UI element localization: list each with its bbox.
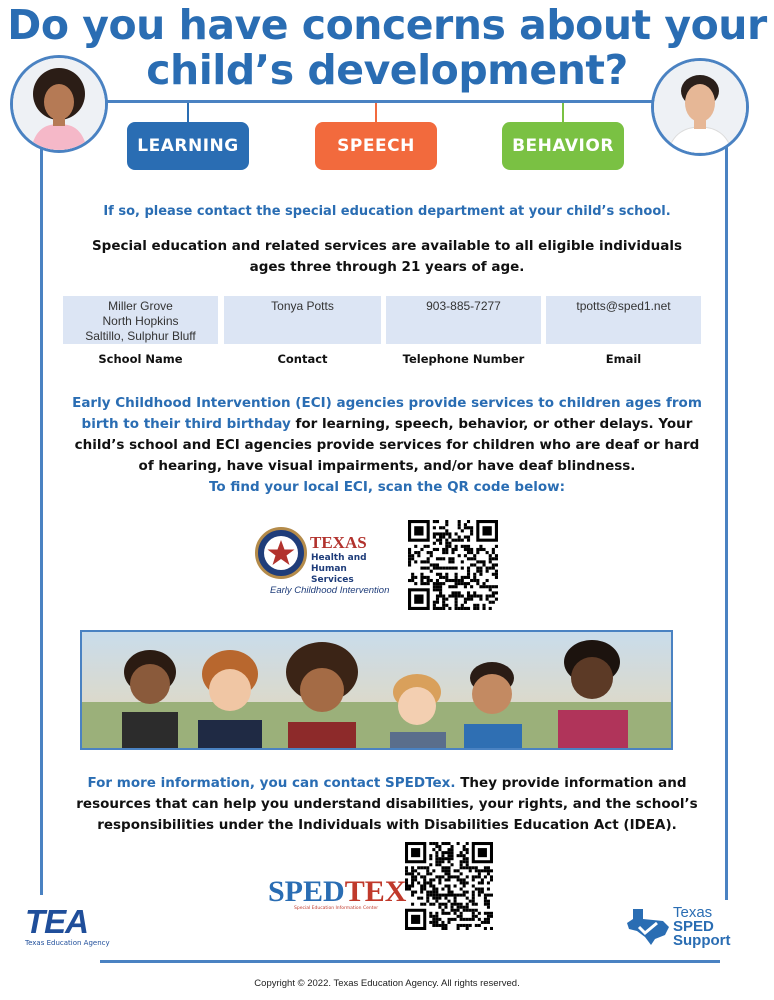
school-name-line: Saltillo, Sulphur Bluff	[85, 329, 196, 343]
frame-left-border	[40, 125, 43, 895]
speech-tag: SPEECH	[315, 122, 437, 170]
texas-state-icon	[625, 907, 671, 947]
child-portrait-left	[10, 55, 108, 153]
children-group-photo	[80, 630, 673, 750]
spedtex-wordmark	[268, 875, 406, 909]
eci-body: for learning, speech, behavior, or other delays. Your child’s school and ECI agencies provide services for children who are deaf or hard of hearing, have visual impairments, and/or have deaf blindness.	[74, 416, 700, 474]
behavior-connector	[562, 103, 564, 123]
sped-support-logo	[625, 905, 755, 955]
hhs-program: Early Childhood Intervention	[270, 585, 390, 596]
school-name-line: Miller Grove	[108, 299, 173, 313]
frame-top-border	[48, 100, 726, 103]
more-info-highlight: For more information, you can contact SPEDTex.	[87, 775, 456, 791]
tea-subtitle: Texas Education Agency	[25, 939, 110, 947]
hhs-logo	[255, 525, 400, 600]
child-portrait-icon	[13, 58, 105, 150]
contact-field[interactable]: Tonya Potts	[224, 296, 381, 344]
spedtex-logo	[268, 875, 406, 909]
hhs-seal-icon	[255, 527, 307, 579]
sped-support-line3: Support	[673, 932, 731, 949]
copyright-text: Copyright © 2022. Texas Education Agency. All rights reserved.	[254, 978, 520, 989]
qr-code-spedtex-icon	[405, 842, 493, 930]
adult-portrait-icon	[654, 61, 746, 153]
children-photo-icon	[82, 632, 673, 750]
qr-code-eci-icon	[408, 520, 498, 610]
contact-label: Contact	[277, 352, 328, 366]
hhs-texas-word: TEXAS	[310, 533, 367, 552]
telephone-field[interactable]: 903-885-7277	[386, 296, 541, 344]
spedtex-subtitle: Special Education Information Center	[294, 906, 379, 911]
learning-connector	[187, 103, 189, 123]
eci-highlight: Early Childhood Intervention (ECI) agencies provide services to children ages from birth to their third birthday	[72, 395, 702, 432]
tea-logo	[25, 905, 110, 947]
speech-connector	[375, 103, 377, 123]
more-info-body: They provide information and resources that can help you understand disabilities, your rights, and the school’s responsibilities under the Individuals with Disabilities Education Act (IDEA).	[76, 775, 698, 833]
sped-support-line2: SPED	[673, 918, 714, 935]
frame-bottom-border	[100, 960, 720, 963]
hhs-subtitle: Health and Human Services	[311, 553, 367, 585]
school-name-label: School Name	[98, 352, 183, 366]
intro-text: If so, please contact the special education department at your child’s school.	[103, 204, 671, 219]
page-title-line1: Do you have concerns about your	[7, 1, 767, 49]
eci-cta: To find your local ECI, scan the QR code below:	[208, 479, 566, 495]
spedtex-word-b: TEX	[344, 875, 407, 908]
services-text: Special education and related services are available to all eligible individuals ages three through 21 years of age.	[91, 238, 683, 275]
tea-wordmark: TEA	[25, 903, 88, 940]
more-info-paragraph	[70, 773, 704, 836]
frame-right-border	[725, 140, 728, 900]
adult-portrait-right	[651, 58, 749, 156]
school-name-line: North Hopkins	[102, 314, 179, 328]
star-icon	[258, 530, 304, 576]
email-field[interactable]: tpotts@sped1.net	[546, 296, 701, 344]
sped-support-line1: Texas	[673, 904, 713, 921]
eci-paragraph	[70, 393, 704, 498]
spedtex-word-a: SPED	[268, 875, 345, 908]
email-label: Email	[605, 352, 642, 366]
behavior-tag: BEHAVIOR	[502, 122, 624, 170]
learning-tag: LEARNING	[127, 122, 249, 170]
page-title-line2: child’s development?	[146, 46, 628, 94]
telephone-label: Telephone Number	[402, 352, 525, 366]
school-name-field[interactable]	[63, 296, 218, 344]
